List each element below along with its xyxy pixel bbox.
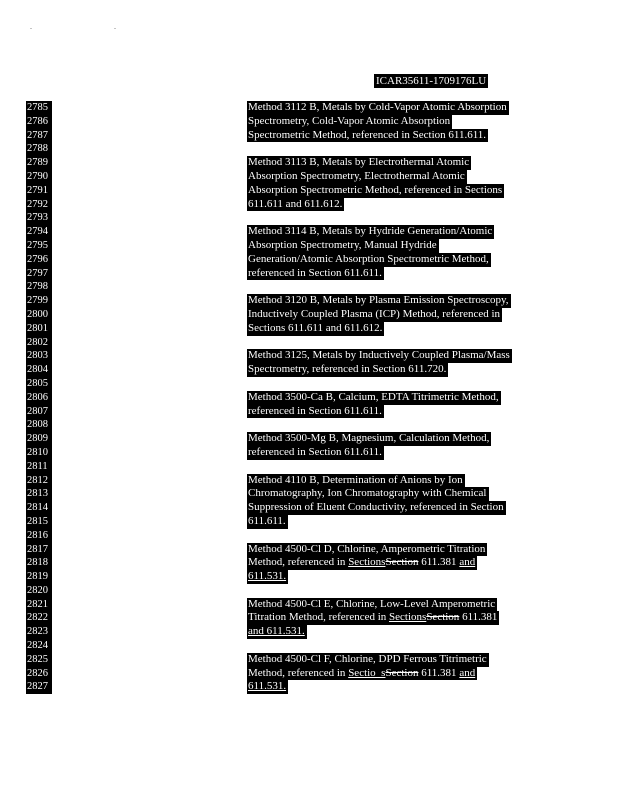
- text-line: [247, 515, 512, 529]
- method-entry: [247, 432, 512, 473]
- line-text: Method 3125, Metals by Inductively Coupled Plasma/Mass: [248, 349, 510, 362]
- text-segment: Method, referenced in: [248, 666, 349, 679]
- text-segment: Method 4500-Cl D, Chlorine, Amperometric Titration: [248, 542, 486, 555]
- line-number: 2788: [26, 142, 52, 156]
- line-number: 2807: [26, 405, 52, 419]
- line-text: [247, 611, 499, 625]
- inserted-text: and: [459, 556, 476, 569]
- line-text: [247, 667, 477, 681]
- blank-line: [247, 377, 512, 391]
- line-text: referenced in Section 611.611.: [248, 404, 382, 417]
- document-id-header: ICAR35611-1709176LU: [376, 75, 487, 87]
- text-line: [247, 680, 512, 694]
- text-line: [247, 129, 512, 143]
- line-text: Method 3112 B, Metals by Cold-Vapor Atomic Absorption: [248, 101, 507, 113]
- method-entry: [247, 543, 512, 598]
- line-number: 2817: [26, 543, 52, 557]
- method-entry: [247, 101, 512, 156]
- scan-artifact-dots: . .: [30, 22, 142, 31]
- line-text: 611.611 and 611.612.: [248, 197, 343, 210]
- line-number: 2803: [26, 349, 52, 363]
- line-text: Generation/Atomic Absorption Spectrometric Method,: [248, 252, 489, 265]
- text-line: [247, 556, 512, 570]
- text-line: [247, 101, 512, 115]
- line-number: 2799: [26, 294, 52, 308]
- method-entry: [247, 156, 512, 225]
- text-line: [247, 446, 512, 460]
- text-segment: Method 4500-Cl F, Chlorine, DPD Ferrous Titrimetric: [248, 652, 487, 665]
- line-text: Spectrometric Method, referenced in Section 611.611.: [248, 128, 487, 141]
- deleted-text: Section: [426, 611, 460, 624]
- text-line: [247, 543, 512, 557]
- text-segment: Titration Method, referenced in: [248, 611, 390, 624]
- line-text: Method 3500-Mg B, Magnesium, Calculation Method,: [248, 432, 490, 445]
- line-text: Method 3120 B, Metals by Plasma Emission Spectroscopy,: [248, 294, 509, 307]
- line-number: 2785: [26, 101, 52, 115]
- method-entry: [247, 225, 512, 294]
- line-number: 2793: [26, 211, 52, 225]
- text-line: [247, 391, 512, 405]
- line-text: Spectrometry, Cold-Vapor Atomic Absorption: [248, 114, 451, 127]
- blank-line: [247, 336, 512, 350]
- inserted-text: and: [459, 666, 476, 679]
- blank-line: [247, 142, 512, 156]
- line-text: [247, 556, 477, 570]
- line-number: 2805: [26, 377, 52, 391]
- blank-line: [247, 460, 512, 474]
- line-number: 2827: [26, 680, 52, 694]
- text-line: [247, 501, 512, 515]
- text-line: [247, 115, 512, 129]
- line-number: 2798: [26, 280, 52, 294]
- line-number-column: [26, 101, 52, 694]
- text-line: [247, 625, 512, 639]
- blank-line: [247, 529, 512, 543]
- line-number: 2792: [26, 198, 52, 212]
- line-number: 2800: [26, 308, 52, 322]
- line-text: Absorption Spectrometry, Manual Hydride: [248, 238, 437, 251]
- line-number: 2821: [26, 598, 52, 612]
- line-number: 2819: [26, 570, 52, 584]
- deleted-text: Section: [385, 556, 419, 569]
- text-line: [247, 156, 512, 170]
- line-number: 2797: [26, 267, 52, 281]
- text-segment: 611.381: [459, 611, 498, 624]
- method-entry: [247, 598, 512, 653]
- inserted-text: Sections: [389, 611, 427, 624]
- line-text: Chromatography, Ion Chromatography with Chemical: [248, 487, 487, 500]
- text-line: [247, 198, 512, 212]
- blank-line: [247, 418, 512, 432]
- line-number: 2795: [26, 239, 52, 253]
- line-text: Absorption Spectrometric Method, referenced in Sections: [248, 183, 503, 196]
- line-text: Method 3500-Ca B, Calcium, EDTA Titrimetric Method,: [248, 390, 499, 403]
- text-line: [247, 322, 512, 336]
- inserted-text: 611.531.: [248, 680, 287, 693]
- line-number: 2789: [26, 156, 52, 170]
- line-text: [247, 598, 497, 612]
- text-line: [247, 239, 512, 253]
- line-text: Suppression of Eluent Conductivity, referenced in Section: [248, 501, 504, 514]
- text-line: [247, 667, 512, 681]
- text-line: [247, 184, 512, 198]
- inserted-text: 611.531.: [248, 570, 287, 583]
- line-text: [247, 543, 487, 557]
- method-entry: [247, 474, 512, 543]
- deleted-text: Section: [385, 666, 419, 679]
- line-text: Method 3113 B, Metals by Electrothermal Atomic: [248, 156, 470, 169]
- line-number: 2809: [26, 432, 52, 446]
- text-line: [247, 432, 512, 446]
- line-number: 2806: [26, 391, 52, 405]
- method-entry: [247, 294, 512, 349]
- line-number: 2786: [26, 115, 52, 129]
- line-number: 2813: [26, 487, 52, 501]
- line-number: 2825: [26, 653, 52, 667]
- inserted-text: and 611.531.: [248, 625, 305, 638]
- line-number: 2814: [26, 501, 52, 515]
- line-number: 2787: [26, 129, 52, 143]
- text-segment: Method, referenced in: [248, 556, 349, 569]
- method-entry: [247, 653, 512, 694]
- text-segment: 611.381: [418, 556, 460, 569]
- line-number: 2818: [26, 556, 52, 570]
- line-number: 2790: [26, 170, 52, 184]
- text-line: [247, 267, 512, 281]
- text-line: [247, 474, 512, 488]
- method-list: [247, 101, 512, 694]
- text-segment: 611.381: [418, 666, 460, 679]
- line-number: 2823: [26, 625, 52, 639]
- text-line: [247, 570, 512, 584]
- blank-line: [247, 211, 512, 225]
- line-text: Spectrometry, referenced in Section 611.720.: [248, 363, 447, 376]
- blank-line: [247, 280, 512, 294]
- line-text: Method 4110 B, Determination of Anions by Ion: [248, 473, 463, 486]
- line-text: Sections 611.611 and 611.612.: [248, 321, 383, 334]
- text-line: [247, 170, 512, 184]
- line-text: [247, 653, 489, 667]
- line-text: Method 3114 B, Metals by Hydride Generation/Atomic: [248, 225, 493, 238]
- line-number: 2820: [26, 584, 52, 598]
- line-text: Inductively Coupled Plasma (ICP) Method, referenced in: [248, 307, 501, 320]
- line-text: [247, 680, 288, 694]
- text-line: [247, 487, 512, 501]
- line-text: referenced in Section 611.611.: [248, 266, 382, 279]
- line-number: 2811: [26, 460, 52, 474]
- line-number: 2804: [26, 363, 52, 377]
- line-number: 2796: [26, 253, 52, 267]
- text-line: [247, 598, 512, 612]
- method-entry: [247, 349, 512, 390]
- line-number: 2815: [26, 515, 52, 529]
- text-line: [247, 308, 512, 322]
- method-entry: [247, 391, 512, 432]
- text-segment: Method 4500-Cl E, Chlorine, Low-Level Amperometric: [248, 597, 496, 610]
- line-number: 2816: [26, 529, 52, 543]
- line-number: 2801: [26, 322, 52, 336]
- blank-line: [247, 584, 512, 598]
- text-line: [247, 405, 512, 419]
- line-text: [247, 570, 288, 584]
- inserted-text: Sections: [348, 556, 386, 569]
- inserted-text: Sectio_s: [348, 666, 386, 679]
- text-line: [247, 349, 512, 363]
- text-line: [247, 363, 512, 377]
- text-line: [247, 611, 512, 625]
- line-number: 2808: [26, 418, 52, 432]
- line-text: Absorption Spectrometry, Electrothermal Atomic: [248, 169, 465, 182]
- line-text: referenced in Section 611.611.: [248, 445, 382, 458]
- text-line: [247, 253, 512, 267]
- text-line: [247, 225, 512, 239]
- line-number: 2794: [26, 225, 52, 239]
- line-number: 2791: [26, 184, 52, 198]
- line-text: [247, 625, 307, 639]
- line-number: 2812: [26, 474, 52, 488]
- line-number: 2822: [26, 611, 52, 625]
- text-line: [247, 653, 512, 667]
- line-number: 2826: [26, 667, 52, 681]
- text-line: [247, 294, 512, 308]
- line-number: 2824: [26, 639, 52, 653]
- line-number: 2802: [26, 336, 52, 350]
- blank-line: [247, 639, 512, 653]
- line-number: 2810: [26, 446, 52, 460]
- line-text: 611.611.: [248, 514, 286, 527]
